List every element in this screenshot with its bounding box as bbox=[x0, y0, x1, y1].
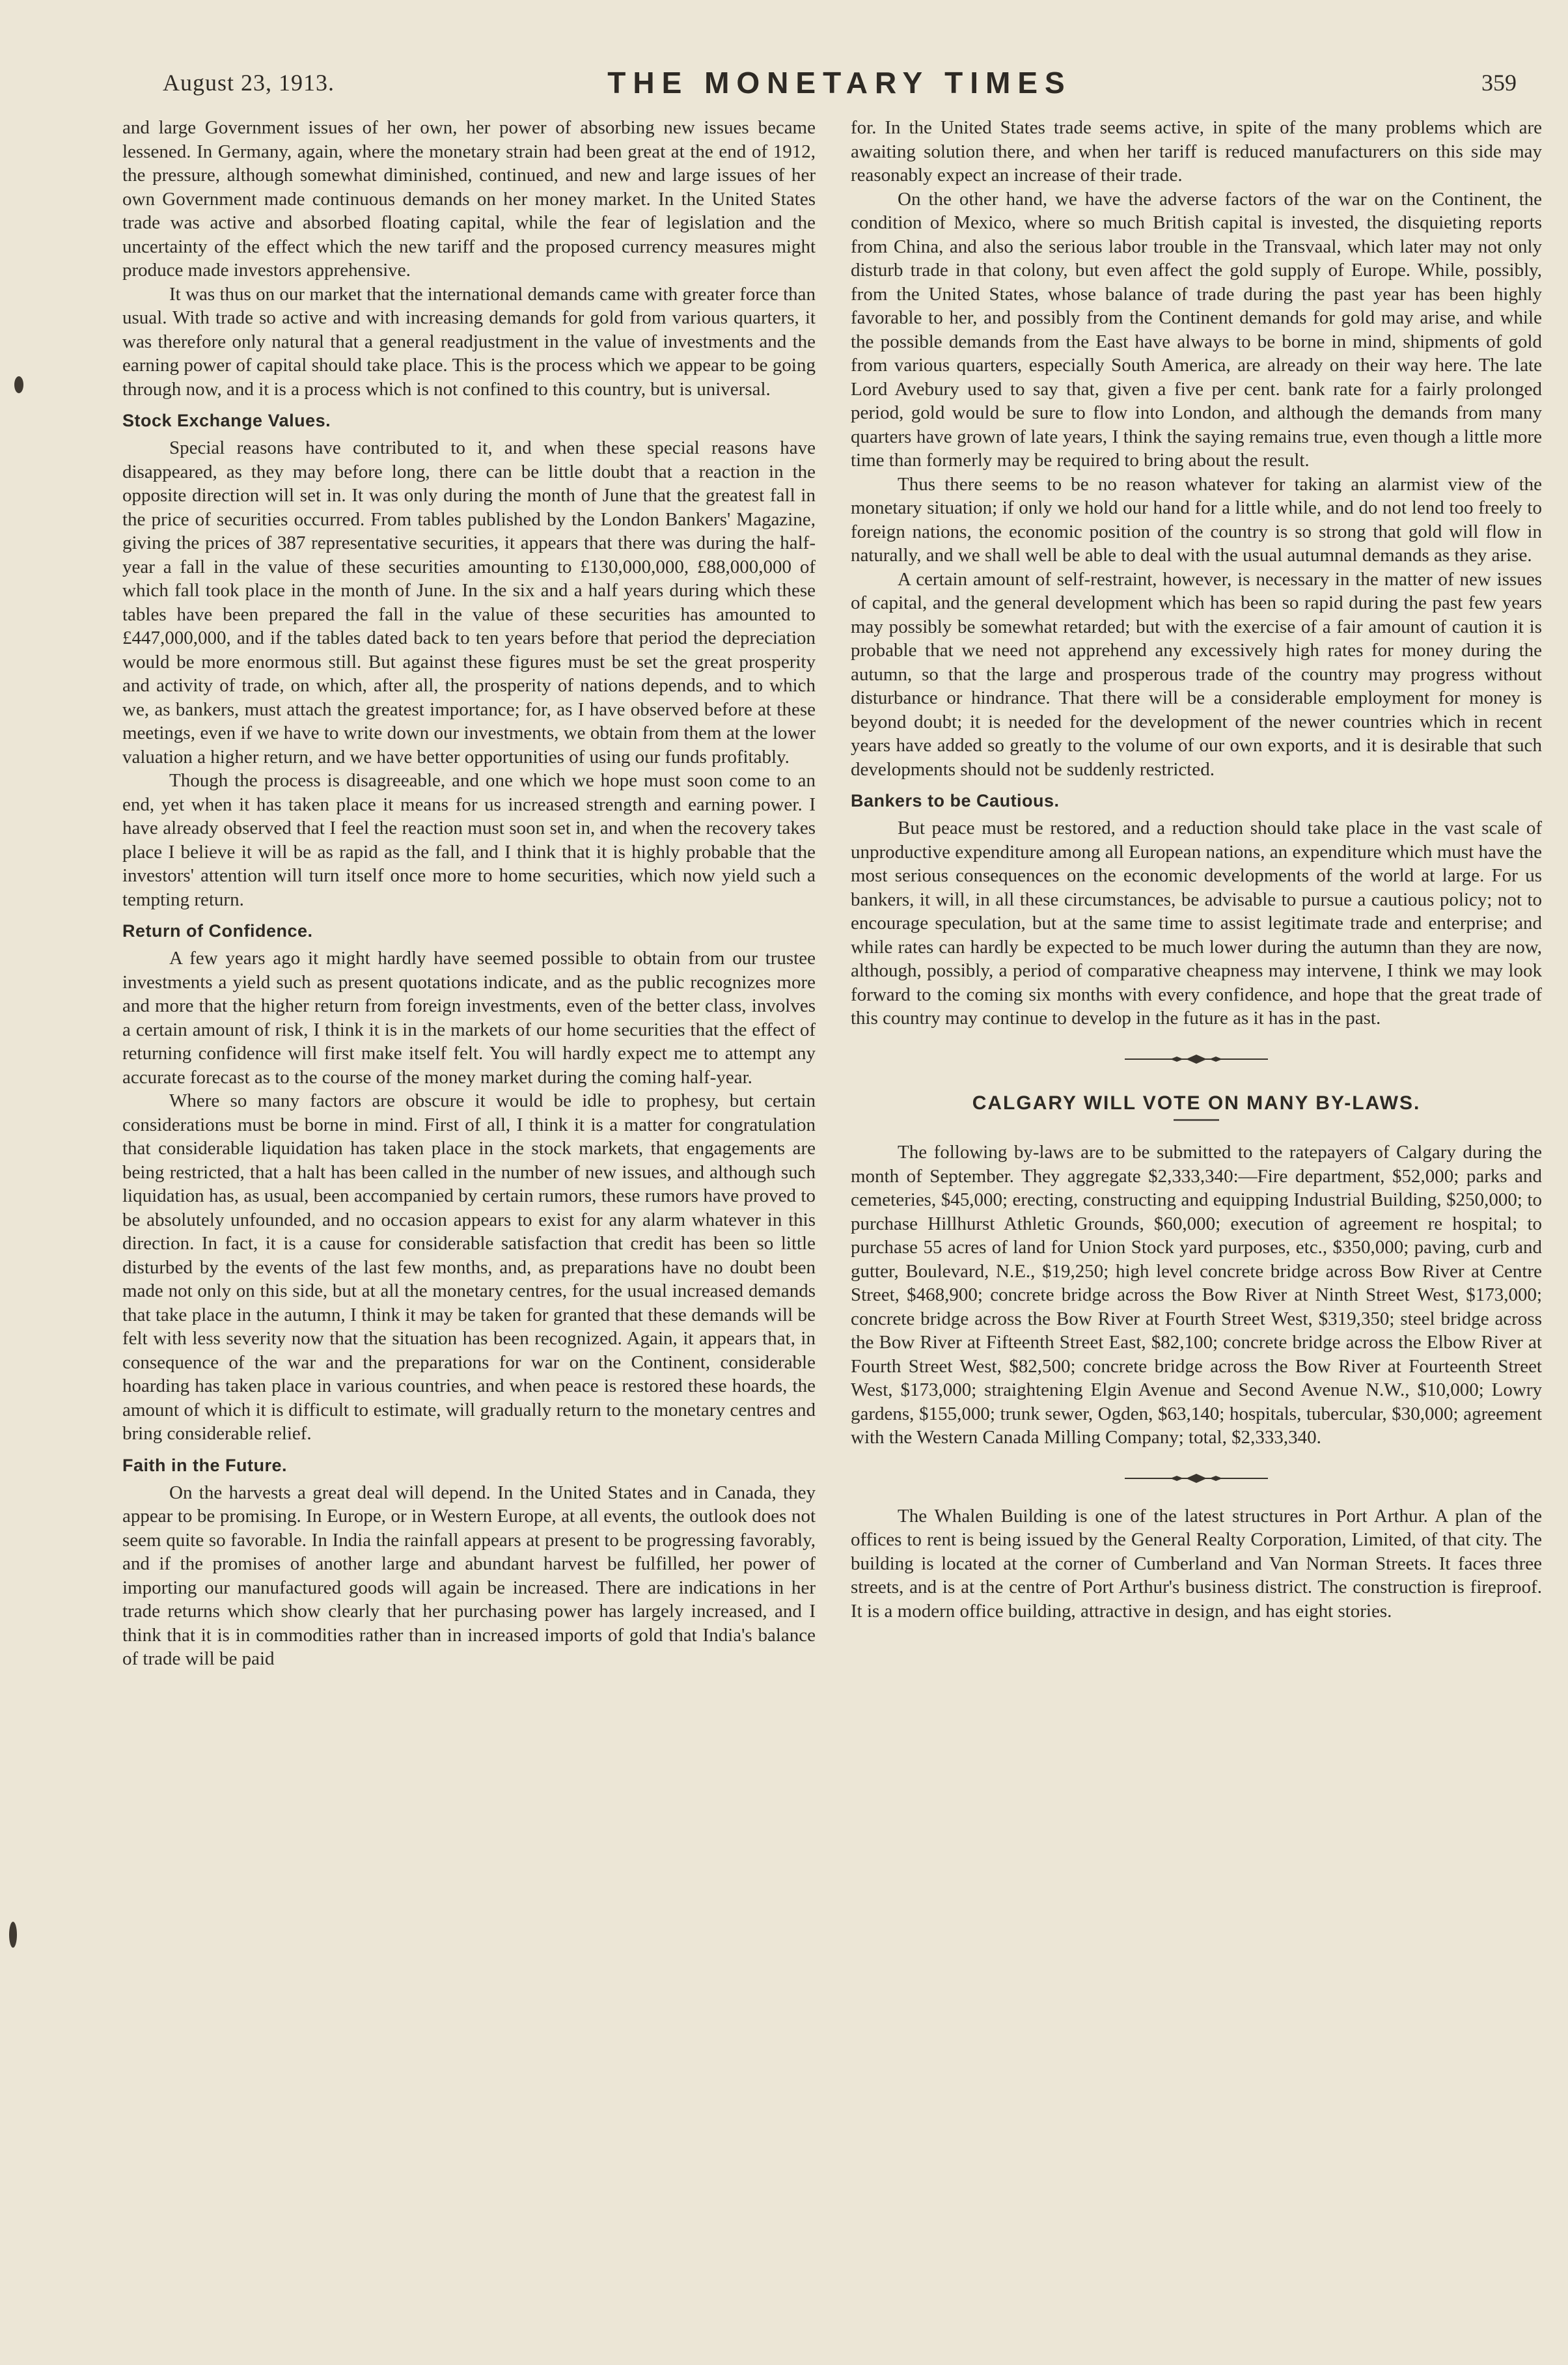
right-column bbox=[851, 116, 1542, 1623]
paragraph: and large Government issues of her own, her power of absorbing new issues became lessened. In Germany, again, where the monetary strain had been great at the end of 1912, the pressure, although somewhat diminished, continued, and new and large issues of her own Government made continuous demands on her money market. In the United States trade was active and absorbed floating capital, while the fear of legislation and the uncertainty of the effect which the new tariff and the proposed currency measures might produce made investors apprehensive. bbox=[122, 117, 816, 281]
paragraph: The following by-laws are to be submitted to the ratepayers of Calgary during the month of September. They aggregate $2,333,340:—Fire department, $52,000; parks and cemeteries, $45,000; erecting, constructing and equipping Industrial Building, $250,000; to purchase Hillhurst Athletic Grounds, $60,000; execution of agreement re hospital; to purchase 55 acres of land for Union Stock yard purposes, etc., $350,000; paving, curb and gutter, Boulevard, N.E., $19,250; high level concrete bridge across Bow River at Centre Street, $468,900; concrete bridge across the Bow River at Ninth Street West, $173,000; concrete bridge across the Bow River at Fourth Street West, $319,350; steel bridge across the Bow River at Fifteenth Street East, $82,100; concrete bridge across the Elbow River at Fourth Street West, $82,500; concrete bridge across the Bow River at Fourteenth Street West, $173,000; straightening Elgin Avenue and Second Avenue N.W., $10,000; Lowry gardens, $155,000; trunk sewer, Ogden, $63,140; hospitals, tubercular, $30,000; agreement with the Western Canada Milling Company; total, $2,333,340. bbox=[851, 1142, 1542, 1448]
section-heading: Return of Confidence. bbox=[122, 921, 313, 941]
paragraph: On the other hand, we have the adverse factors of the war on the Continent, the condition of Mexico, where so much British capital is invested, the disquieting reports from China, and also the serious labor trouble in the Transvaal, which later may not only disturb trade in that colony, but even affect the gold supply of Europe. While, possibly, from the United States, whose balance of trade during the past year has been highly favorable to her, and possibly from the Continent demands for gold may arise, and while the possible demands from the East have always to be borne in mind, shipments of gold from various quarters, especially South America, are already on their way here. The late Lord Avebury used to say that, given a five per cent. bank rate for a fairly prolonged period, gold would be sure to flow into London, and although the demands from many quarters have grown of late years, I think the saying remains true, even though a little more time than formerly may be required to bring about the result. bbox=[851, 188, 1542, 471]
page-number: 359 bbox=[1481, 70, 1517, 96]
article-title: CALGARY WILL VOTE ON MANY BY-LAWS. bbox=[972, 1092, 1421, 1114]
paragraph: Though the process is disagreeable, and one which we hope must soon come to an end, yet when it has taken place it means for us increased strength and earning power. I have already observed that I feel the reaction must soon set in, and when the recovery takes place I believe it will be as rapid as the fall, and I think that it is highly probable that the investors' attention will turn itself once more to home securities, which now yield such a tempting return. bbox=[122, 770, 816, 910]
paragraph: for. In the United States trade seems active, in spite of the many problems which are awaiting solution there, and when her tariff is reduced manufacturers on this side may reasonably expect an increase of their trade. bbox=[851, 117, 1542, 186]
left-column bbox=[122, 116, 816, 1671]
margin-mark bbox=[14, 376, 23, 393]
paragraph: On the harvests a great deal will depend. In the United States and in Canada, they appear to be promising. In Europe, or in Western Europe, at all events, the outlook does not seem quite so favorable. In India the rainfall appears at present to be progressing favorably, and if the promises of another large and abundant harvest be fulfilled, her power of importing our manufactured goods will again be increased. There are indications in her trade returns which show clearly that her purchasing power has largely increased, and I think that it is in commodities rather than in increased imports of gold that India's balance of trade will be paid bbox=[122, 1482, 816, 1669]
section-heading: Stock Exchange Values. bbox=[122, 411, 331, 430]
section-heading: Bankers to be Cautious. bbox=[851, 791, 1060, 810]
ornament-icon bbox=[1125, 1053, 1268, 1066]
paragraph: Thus there seems to be no reason whatever for taking an alarmist view of the monetary situation; if only we hold our hand for a little while, and do not lend too freely to foreign nations, the economic position of the country is so strong that gold will flow in naturally, and we shall well be able to deal with the usual autumnal demands as they arise. bbox=[851, 473, 1542, 566]
title-rule bbox=[1174, 1119, 1219, 1121]
paragraph: A few years ago it might hardly have seemed possible to obtain from our trustee investments a yield such as present quotations indicate, and as the public recognizes more and more that the higher return from foreign investments, even of the better class, involves a certain amount of risk, I think it is in the markets of our home securities that the effect of returning confidence will first make itself felt. You will hardly expect me to attempt any accurate forecast as to the course of the money market during the coming half-year. bbox=[122, 948, 816, 1088]
page-header bbox=[163, 65, 1517, 104]
section-heading: Faith in the Future. bbox=[122, 1455, 287, 1475]
margin-mark bbox=[9, 1922, 17, 1948]
paragraph: A certain amount of self-restraint, however, is necessary in the matter of new issues of capital, and the general development which has been so rapid during the past few years may possibly be somewhat retarded; but with the exercise of a fair amount of caution it is probable that we need not apprehend any excessively high rates for money during the autumn, so that the large and prosperous trade of the country may progress without disturbance or hindrance. That there will be a considerable employment for money is beyond doubt; it is needed for the development of the newer countries which in recent years have added so greatly to the volume of our own exports, and it is desirable that such developments should not be suddenly restricted. bbox=[851, 568, 1542, 780]
issue-date: August 23, 1913. bbox=[163, 70, 335, 96]
paragraph: But peace must be restored, and a reduction should take place in the vast scale of unproductive expenditure among all European nations, an expenditure which must have the most serious consequences on the economic developments of the world at large. For us bankers, it will, in all these circumstances, be advisable to pursue a cautious policy; not to encourage speculation, but at the same time to assist legitimate trade and enterprise; and while rates can hardly be expected to be much lower during the autumn than they are now, although, possibly, a period of comparative cheapness may intervene, I think we may look forward to the coming six months with every confidence, and hope that the great trade of this country may continue to develop in the future as it has in the past. bbox=[851, 818, 1542, 1029]
paragraph: It was thus on our market that the international demands came with greater force than usual. With trade so active and with increasing demands for gold from various quarters, it was therefore only natural that a general readjustment in the value of investments and the earning power of capital should take place. This is the process which we appear to be going through now, and it is a process which is not confined to this country, but is universal. bbox=[122, 283, 816, 400]
paragraph: Where so many factors are obscure it would be idle to prophesy, but certain considerations must be borne in mind. First of all, I think it is a matter for congratulation that considerable liquidation has taken place in the stock markets, that engagements are being restricted, that a halt has been called in the number of new issues, and although such liquidation has, as usual, been accompanied by certain rumors, these rumors have proved to be absolutely unfounded, and no occasion appears to exist for any alarm whatever in this direction. In fact, it is a cause for considerable satisfaction that credit has been so little disturbed by the events of the last few months, and, as preparations have no doubt been made not only on this side, but at all the monetary centres, for the usual increased demands that take place in the autumn, I think it may be taken for granted that these demands will be felt with less severity now that the situation has been recognized. Again, it appears that, in consequence of the war and the preparations for war on the Continent, considerable hoarding has taken place in various countries, and when peace is restored these hoards, the amount of which it is difficult to estimate, will gradually return to the monetary centres and bring considerable relief. bbox=[122, 1090, 816, 1444]
masthead: THE MONETARY TIMES bbox=[607, 66, 1072, 100]
paragraph: The Whalen Building is one of the latest structures in Port Arthur. A plan of the offices to rent is being issued by the General Realty Corporation, Limited, of that city. The building is located at the corner of Cumberland and Van Norman Streets. It faces three streets, and is at the centre of Port Arthur's business district. The construction is fireproof. It is a modern office building, attractive in design, and has eight stories. bbox=[851, 1505, 1542, 1622]
ornament-divider bbox=[851, 1053, 1542, 1066]
paragraph: Special reasons have contributed to it, and when these special reasons have disappeared, as they may before long, there can be little doubt that a reaction in the opposite direction will set in. It was only during the month of June that the greatest fall in the price of securities occurred. From tables published by the London Bankers' Magazine, giving the prices of 387 representative securities, it appears that there was during the half-year a fall in the value of these securities amounting to £130,000,000, £88,000,000 of which fall took place in the month of June. In the six and a half years during which these tables have been prepared the fall in the value of these securities has amounted to £447,000,000, and if the tables dated back to ten years before that period the depreciation would be more enormous still. But against these figures must be set the great prosperity and activity of trade, on which, after all, the prosperity of nations depends, and to which we, as bankers, must attach the greatest importance; for, as I have observed before at these meetings, even if we have to write down our investments, we obtain from them at the lower valuation a higher return, and we have better opportunities of using our funds profitably. bbox=[122, 437, 816, 768]
ornament-divider bbox=[851, 1472, 1542, 1485]
ornament-icon bbox=[1125, 1472, 1268, 1485]
